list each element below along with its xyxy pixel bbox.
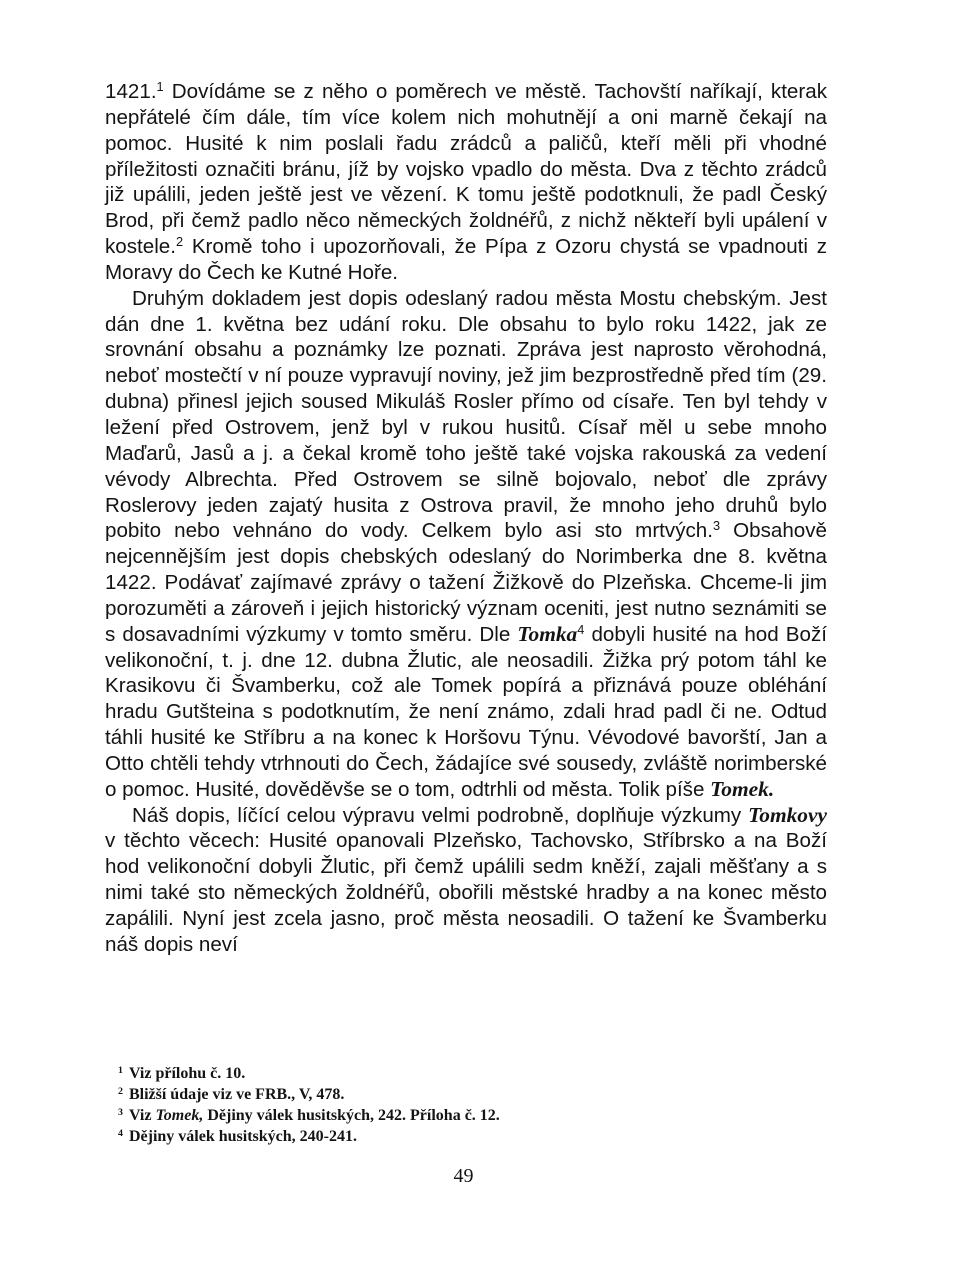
- italic-name: Tomkovy: [748, 802, 827, 827]
- text-run: Viz přílohu č. 10.: [128, 1065, 246, 1082]
- text-run: Druhým dokladem jest dopis odeslaný radou města Mostu chebským. Jest dán dne 1. května bez udání roku. Dle obsahu to bylo roku 1422, jak ze srovnání obsahu a poznámky lze poznati. Zpráva jest naprosto věrohodná, neboť mostečtí v ní pouze vypravují noviny, jež jim bezprostředně před tím (29. dubna) přinesl jejich soused Mikuláš Rosler přímo od císaře. Ten byl tehdy v ležení před Ostrovem, jenž byl v rukou husitů. Císař měl u sebe mnoho Maďarů, Jasů a j. a čekal kromě toho ještě také vojska rakouská za vedení vévody Albrechta. Před Ostrovem se silně bojovalo, neboť dle zprávy Roslerovy jeden zajatý husita z Ostrova pravil, že mnoho jeho druhů bylo pobito nebo vehnáno do vody. Celkem bylo asi sto mrtvých.: [105, 286, 827, 543]
- footnote-4: [118, 1126, 818, 1147]
- paragraph-2: [105, 286, 827, 803]
- italic-name: Tomek,: [155, 1107, 204, 1124]
- footnote-ref: 4: [577, 621, 585, 637]
- text-run: 1421.: [105, 80, 157, 103]
- footnote-ref: 3: [118, 1106, 123, 1118]
- footnote-ref: 3: [712, 518, 721, 534]
- footnote-ref: 2: [175, 234, 184, 250]
- paragraph-3: [105, 803, 827, 958]
- footnote-ref: 1: [118, 1064, 123, 1076]
- text-run: Dějiny válek husitských, 242. Příloha č. 12.: [203, 1107, 500, 1124]
- text-run: Dovídáme se z něho o poměrech ve městě. Tachovští naříkají, kterak nepřátelé čím dále, tím více kolem nich mohutnějí a oni marně čekají na pomoc. Husité k nim poslali řadu zrádců a paličů, kteří měli při vhodné příležitosti označiti bránu, jíž by vojsko vpadlo do města. Dva z těchto zrádců již upálili, jeden ještě jest ve vězení. K tomu ještě podotknuli, že padl Český Brod, při čemž padlo něco německých žoldnéřů, z nichž někteří byli upálení v kostele.: [105, 80, 827, 259]
- italic-name: Tomka: [517, 621, 578, 646]
- text-run: Bližší údaje viz ve FRB., V, 478.: [128, 1086, 345, 1103]
- text-run: Náš dopis, líčící celou výpravu velmi podrobně, doplňuje výzkumy: [132, 803, 749, 827]
- footnotes: [118, 1063, 818, 1147]
- text-run: dobyli husité na hod Boží velikonoční, t. j. dne 12. dubna Žlutic, ale neosadili. Žižka prý potom táhl ke Krasikovu či Švamberku, což ale Tomek popírá a přiznává pouze obléhání hradu Gutšteina s podotknutím, že není známo, zdali hrad padl či ne. Odtud táhli husité ke Stříbru a na konec k Horšovu Týnu. Vévodové bavorští, Jan a Otto chtěli tehdy vtrhnouti do Čech, žádajíce své sousedy, zvláště norimberské o pomoc. Husité, dověděvše se o tom, odtrhli od města. Tolik píše: [105, 622, 827, 801]
- paragraph-1: [105, 79, 827, 286]
- footnote-ref: 1: [156, 78, 164, 94]
- footnote-2: [118, 1084, 818, 1105]
- italic-name: Tomek.: [710, 776, 775, 801]
- text-run: Kromě toho i upozorňovali, že Pípa z Ozoru chystá se vpadnouti z Moravy do Čech ke Kutné Hoře.: [105, 235, 827, 284]
- footnote-1: [118, 1063, 818, 1084]
- page-number: 49: [453, 1165, 474, 1187]
- text-run: v těchto věcech: Husité opanovali Plzeňsko, Tachovsko, Stříbrsko a na Boží hod velikonoční dobyli Žlutic, při čemž upálili sedm kněží, zajali měšťany a s nimi také sto německých žoldnéřů, obořili městské hradby a na konec město zapálili. Nyní jest zcela jasno, proč města neosadili. O tažení ke Švamberku náš dopis neví: [105, 829, 827, 956]
- footnote-ref: 4: [118, 1127, 123, 1139]
- text-run: Viz: [128, 1107, 156, 1124]
- text-run: Obsahově nejcennějším jest dopis chebských odeslaný do Norimberka dne 8. května 1422. Podávať zajímavé zprávy o tažení Žižkově do Plzeňska. Chceme-li jim porozuměti a zároveň i jejich historický význam oceniti, jest nutno seznámiti se s dosavadními výzkumy v tomto směru. Dle: [105, 519, 828, 646]
- text-run: Dějiny válek husitských, 240-241.: [128, 1128, 357, 1145]
- footnote-3: [118, 1105, 818, 1126]
- footnote-ref: 2: [118, 1085, 123, 1097]
- body-text: [105, 79, 827, 958]
